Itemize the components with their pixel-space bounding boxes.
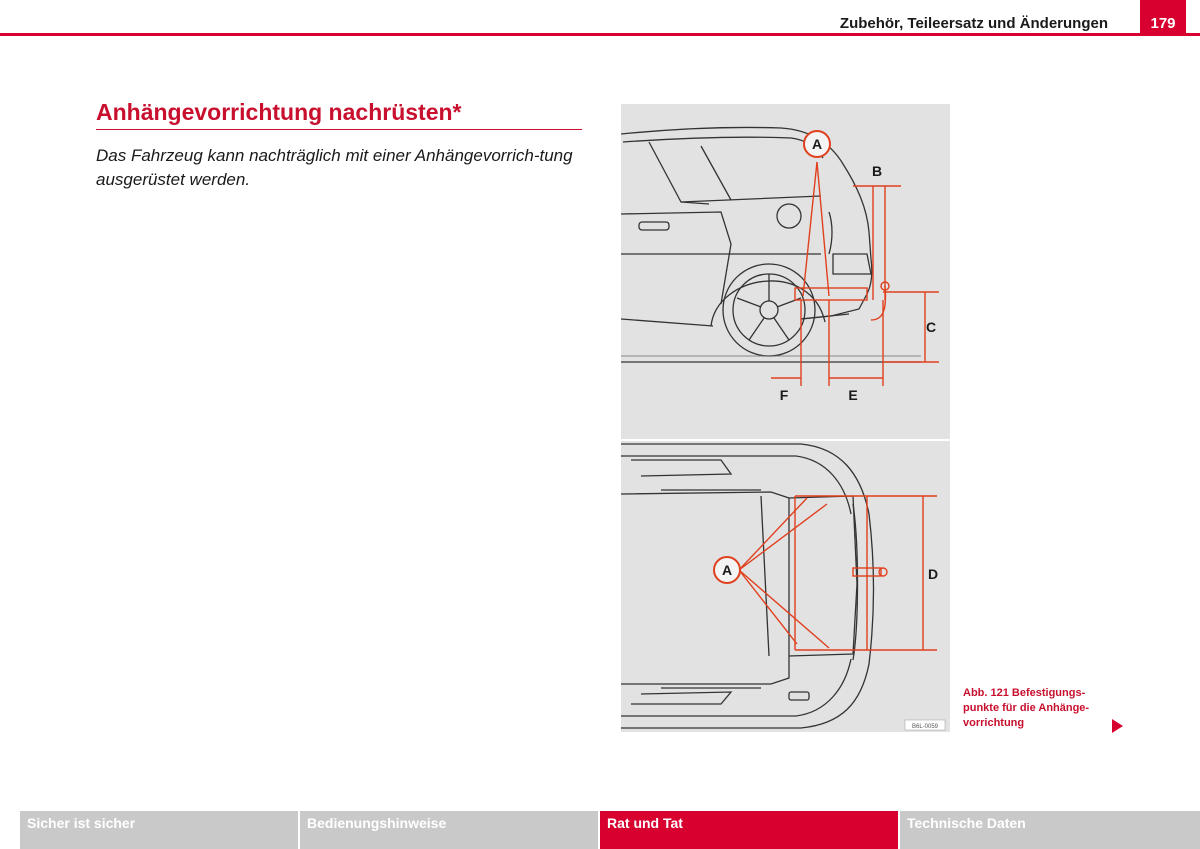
label-a-side: A — [811, 136, 823, 152]
figure-code: B6L-0059 — [911, 724, 939, 730]
label-b: B — [871, 163, 883, 179]
continue-arrow-icon[interactable] — [1112, 719, 1123, 733]
tow-hitch-figure — [621, 104, 950, 732]
label-c: C — [925, 319, 937, 335]
car-side-view — [621, 127, 872, 326]
car-top-view — [621, 444, 874, 728]
label-e: E — [848, 387, 858, 403]
tab-bedienungshinweise[interactable]: Bedienungshinweise — [300, 811, 598, 849]
top-view-dimensions — [739, 496, 937, 650]
label-f: F — [779, 387, 789, 403]
label-d: D — [927, 566, 939, 582]
header-rule — [0, 33, 1200, 36]
figure-caption — [963, 686, 1113, 731]
tab-technische-daten[interactable]: Technische Daten — [900, 811, 1200, 849]
tow-hitch-diagram — [621, 104, 950, 732]
section-title: Anhängevorrichtung nachrüsten* — [96, 99, 462, 125]
footer-nav — [0, 811, 1200, 849]
tab-rat-und-tat[interactable]: Rat und Tat — [600, 811, 898, 849]
caption-line-1: Abb. 121 Befestigungs- — [963, 687, 1086, 699]
intro-text: Das Fahrzeug kann nachträglich mit einer Anhängevorrich-tung ausgerüstet werden. — [96, 146, 573, 189]
title-rule — [96, 129, 582, 130]
caption-line-3: vorrichtung — [963, 717, 1025, 729]
caption-line-2: punkte für die Anhänge- — [963, 702, 1090, 714]
tab-sicher-ist-sicher[interactable]: Sicher ist sicher — [20, 811, 298, 849]
chapter-title: Zubehör, Teileersatz und Änderungen — [839, 15, 1108, 32]
label-a-top: A — [721, 562, 733, 578]
page-number: 179 — [1140, 0, 1186, 36]
